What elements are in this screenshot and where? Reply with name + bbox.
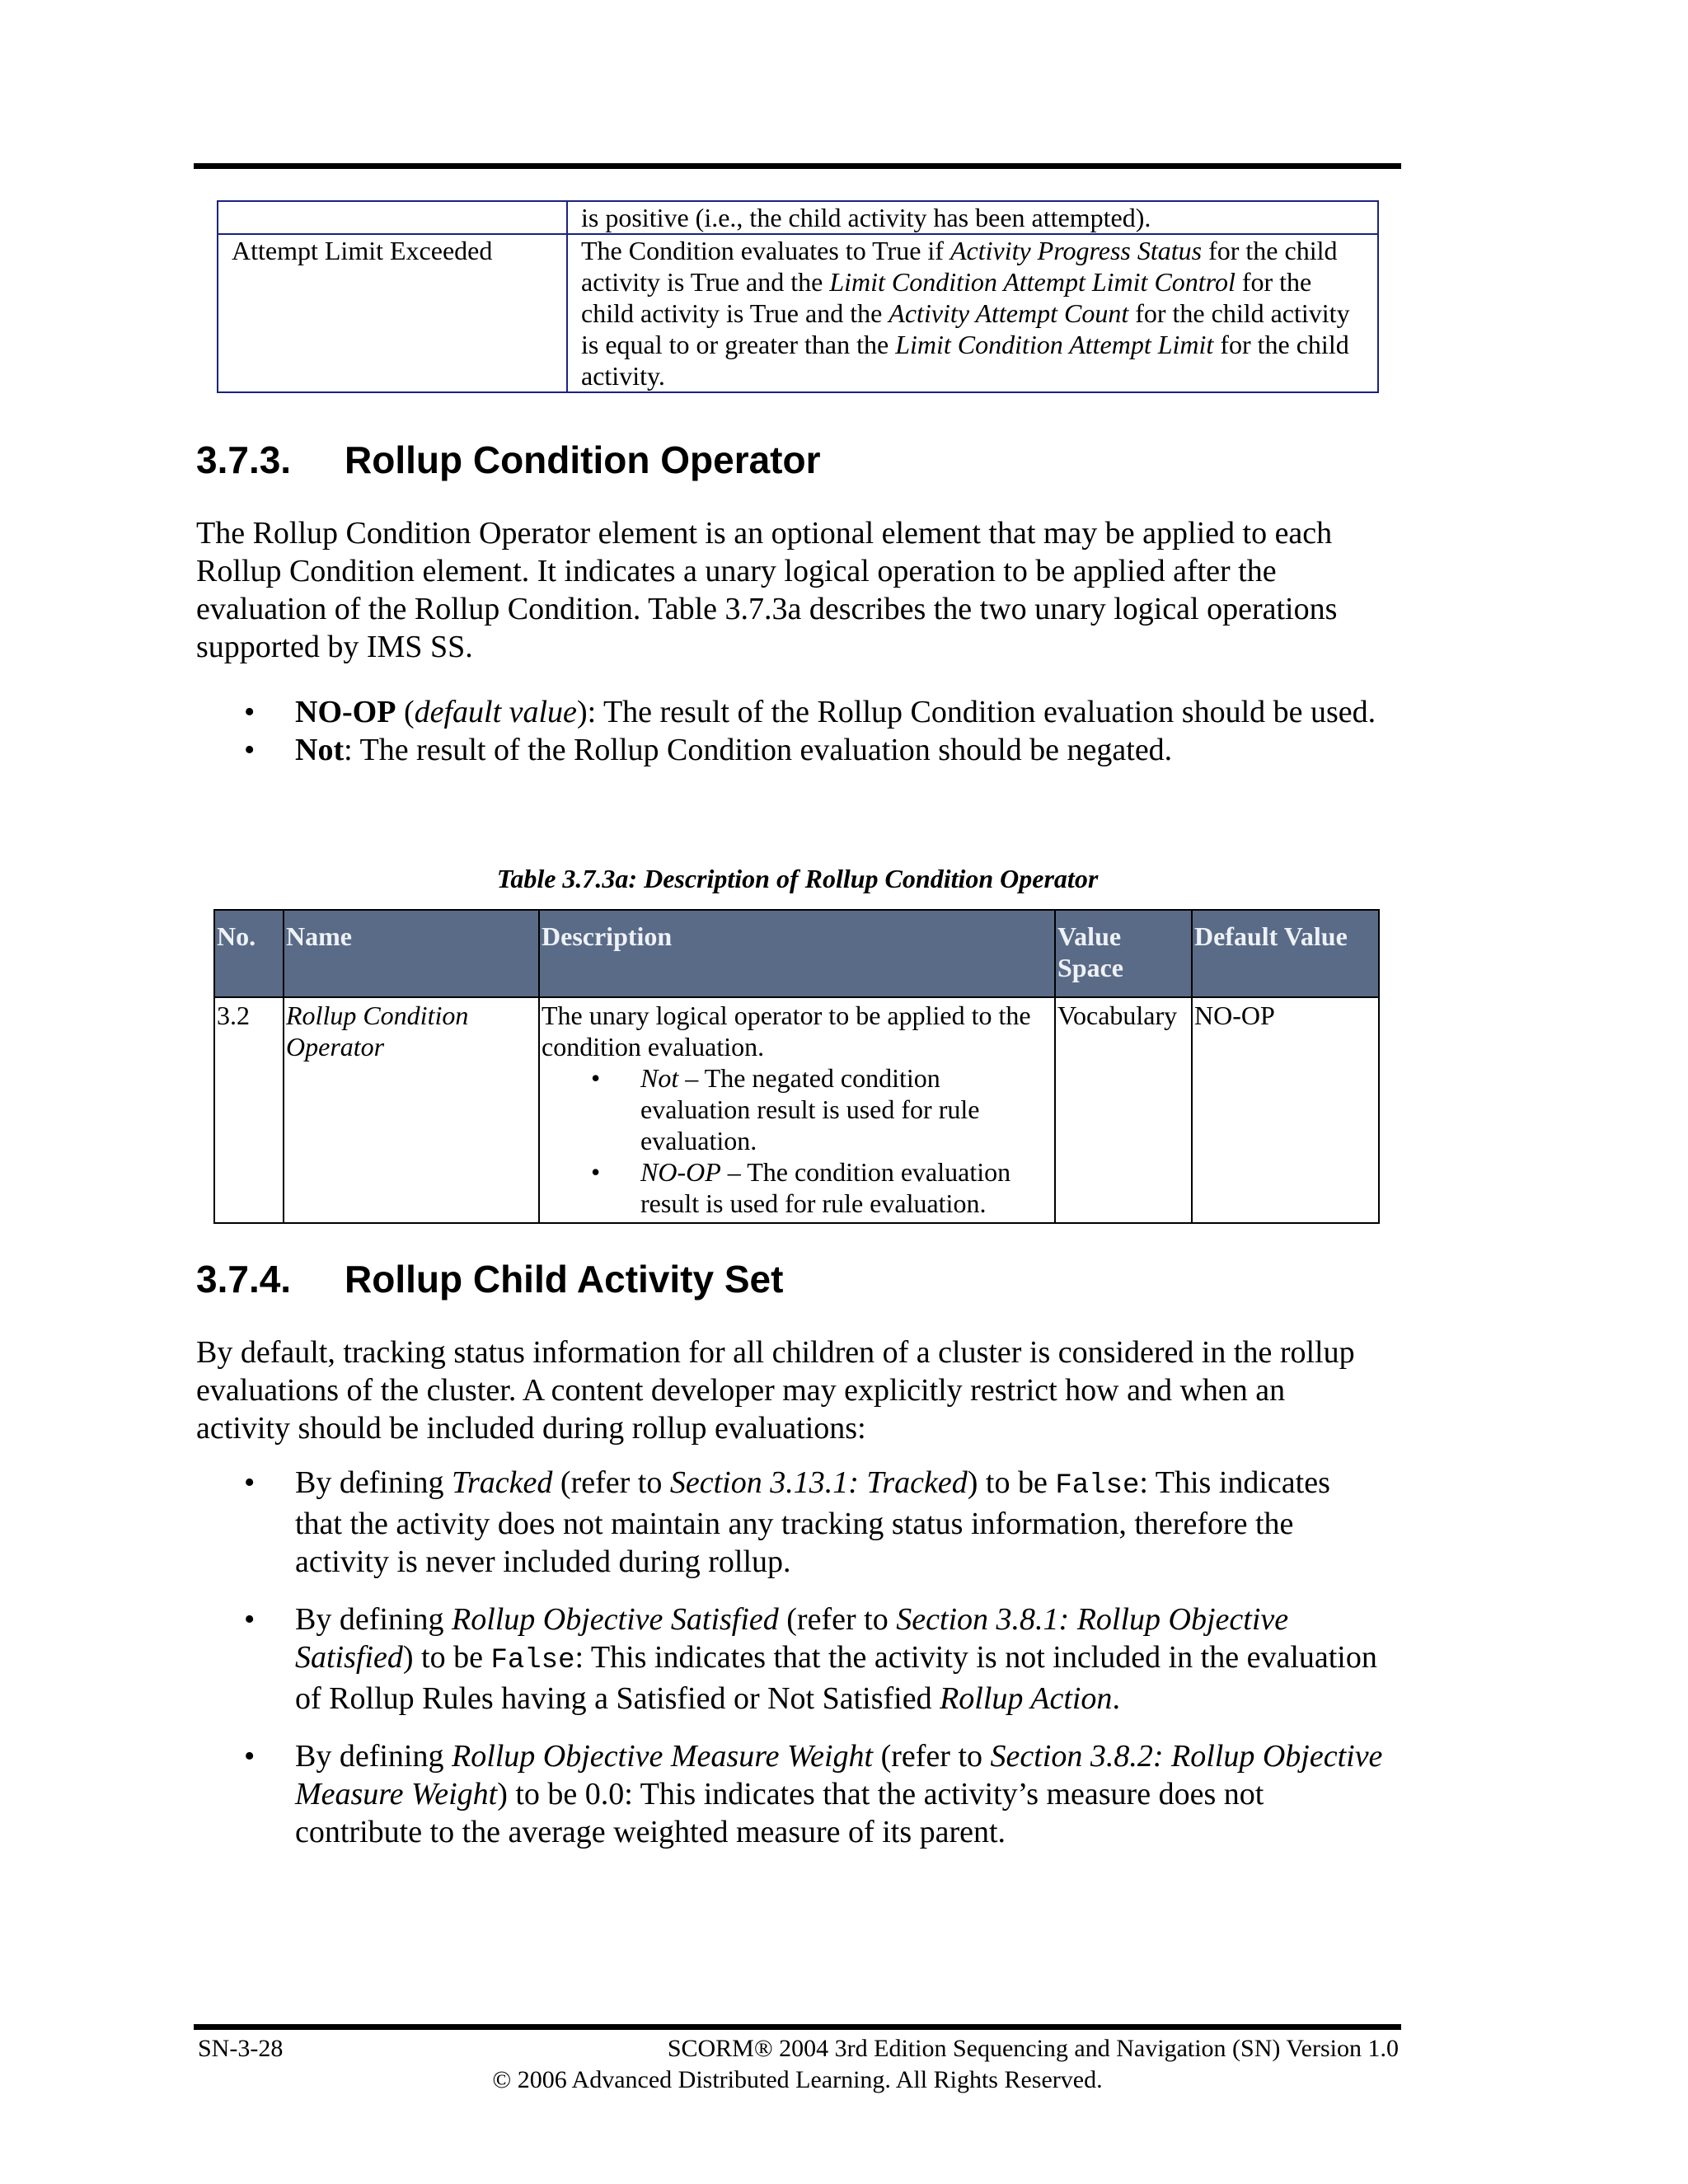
- condition-name-cell: Attempt Limit Exceeded: [218, 234, 567, 392]
- footer-rule: [194, 2024, 1401, 2030]
- column-header: No.: [214, 910, 284, 997]
- list-item: • NO-OP (default value): The result of the Rollup Condition evaluation should be used.: [244, 695, 1376, 729]
- bullet-icon: •: [244, 1465, 256, 1500]
- cell-name: Rollup Condition Operator: [284, 997, 539, 1223]
- column-header: Value Space: [1055, 910, 1192, 997]
- section-heading-3-7-3: 3.7.3. Rollup Condition Operator: [196, 438, 821, 481]
- rollup-operator-table: [213, 909, 1380, 1224]
- condition-name-cell: [218, 201, 567, 234]
- description-list: [542, 1062, 1053, 1219]
- header-rule: [194, 163, 1401, 169]
- cell-no: 3.2: [214, 997, 284, 1223]
- bullet-icon: •: [244, 1739, 256, 1774]
- list-item: • By defining Tracked (refer to Section 3.13.1: Tracked) to be False: This indicates that the activity does not maintain any tracking status information, therefore the activity is never included during rollup.: [244, 1465, 1330, 1579]
- operator-list: [196, 693, 1383, 769]
- rollup-exclusion-list: [196, 1464, 1383, 1851]
- list-item: • By defining Rollup Objective Measure Weight (refer to Section 3.8.2: Rollup Objective Measure Weight) to be 0.0: This indicates that the activity’s measure does not contribute to the average weighted measure of its parent.: [244, 1739, 1383, 1849]
- bullet-icon: •: [244, 695, 256, 729]
- condition-table-continued: [217, 200, 1379, 393]
- cell-default-value: NO-OP: [1192, 997, 1379, 1223]
- section-3-7-4-intro: By default, tracking status information for all children of a cluster is considered in the rollup evaluations of the cluster. A content developer may explicitly restrict how and when an activity should be included during rollup evaluations:: [196, 1335, 1355, 1446]
- table-row: [218, 201, 1378, 234]
- list-item: • NO-OP – The condition evaluation result is used for rule evaluation.: [591, 1157, 1011, 1218]
- condition-desc-cell: The Condition evaluates to True if Activity Progress Status for the child activity is True and the Limit Condition Attempt Limit Control for the child activity is True and the Activity Attempt Count for the child activity is equal to or greater than the Limit Condition Attempt Limit for the child activity.: [567, 234, 1378, 392]
- description-intro: The unary logical operator to be applied to the condition evaluation.: [542, 1001, 1031, 1062]
- table-row: [218, 234, 1378, 392]
- condition-desc-cell: is positive (i.e., the child activity has been attempted).: [567, 201, 1378, 234]
- bullet-icon: •: [244, 733, 256, 767]
- document-title: SCORM® 2004 3rd Edition Sequencing and Navigation (SN) Version 1.0: [667, 2035, 1399, 2062]
- column-header: Default Value: [1192, 910, 1379, 997]
- list-item: • By defining Rollup Objective Satisfied (refer to Section 3.8.1: Rollup Objective Satisfied) to be False: This indicates that the activity is not included in the evaluation of Rollup Rules having a Satisfied or Not Satisfied Rollup Action.: [244, 1602, 1377, 1716]
- list-item: • Not – The negated condition evaluation result is used for rule evaluation.: [591, 1063, 980, 1155]
- section-heading-3-7-4: 3.7.4. Rollup Child Activity Set: [196, 1258, 784, 1301]
- cell-value-space: Vocabulary: [1055, 997, 1192, 1223]
- bullet-icon: •: [244, 1602, 256, 1637]
- page-number: SN-3-28: [198, 2035, 284, 2062]
- table-header-row: [214, 910, 1379, 997]
- table-caption: Table 3.7.3a: Description of Rollup Condition Operator: [496, 864, 1099, 893]
- cell-description: [539, 997, 1055, 1223]
- bullet-icon: •: [591, 1063, 601, 1093]
- column-header: Name: [284, 910, 539, 997]
- table-row: [214, 997, 1379, 1223]
- list-item: • Not: The result of the Rollup Condition evaluation should be negated.: [244, 733, 1173, 767]
- column-header: Description: [539, 910, 1055, 997]
- section-3-7-3-intro: The Rollup Condition Operator element is an optional element that may be applied to each Rollup Condition element. It indicates a unary logical operation to be applied after the evaluation of the Rollup Condition. Table 3.7.3a describes the two unary logical operations supported by IMS SS.: [196, 516, 1338, 664]
- copyright-notice: © 2006 Advanced Distributed Learning. All Rights Reserved.: [492, 2066, 1103, 2093]
- bullet-icon: •: [591, 1157, 601, 1187]
